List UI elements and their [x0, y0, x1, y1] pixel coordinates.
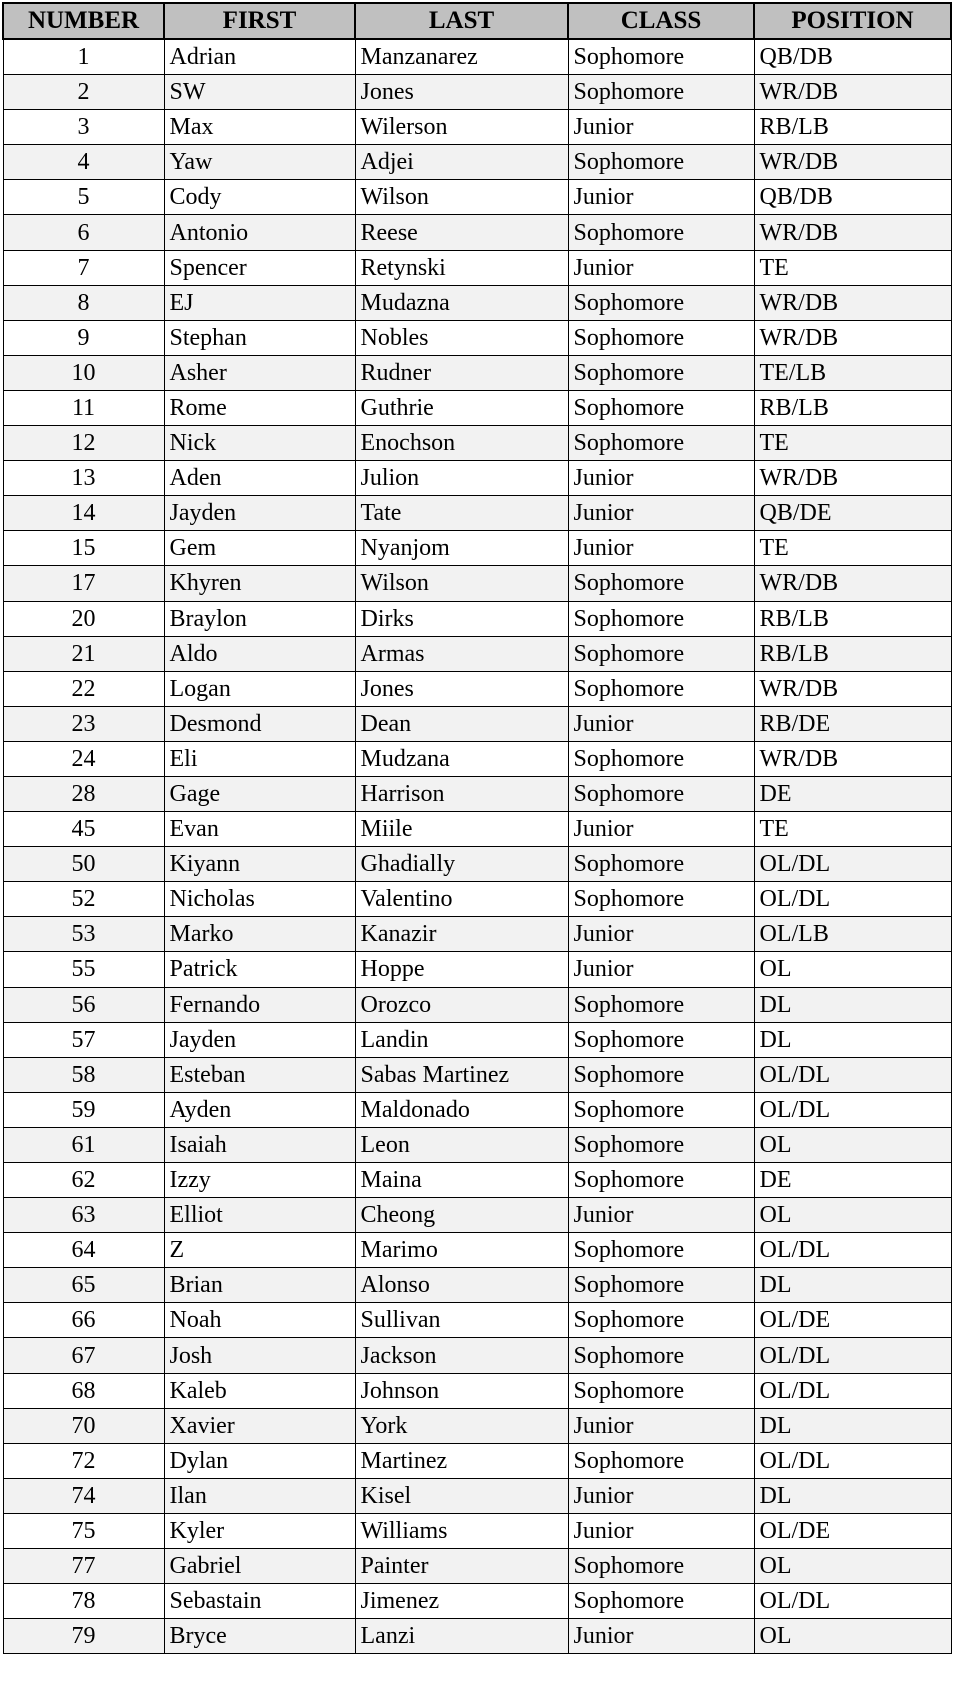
- cell-class: Junior: [568, 461, 754, 496]
- cell-number: 2: [3, 75, 164, 110]
- table-row: [3, 75, 951, 110]
- cell-class: Sophomore: [568, 1022, 754, 1057]
- cell-last-name: Martinez: [355, 1443, 568, 1478]
- cell-first-name: Patrick: [164, 952, 355, 987]
- cell-position: WR/DB: [754, 320, 951, 355]
- cell-last-name: Williams: [355, 1513, 568, 1548]
- cell-position: WR/DB: [754, 75, 951, 110]
- cell-last-name: Sullivan: [355, 1303, 568, 1338]
- cell-position: DL: [754, 1022, 951, 1057]
- cell-position: TE: [754, 531, 951, 566]
- table-row: [3, 1373, 951, 1408]
- cell-position: QB/DE: [754, 496, 951, 531]
- cell-class: Sophomore: [568, 355, 754, 390]
- cell-number: 75: [3, 1513, 164, 1548]
- table-row: [3, 776, 951, 811]
- cell-first-name: Z: [164, 1233, 355, 1268]
- cell-last-name: Ghadially: [355, 847, 568, 882]
- table-row: [3, 390, 951, 425]
- cell-number: 14: [3, 496, 164, 531]
- cell-last-name: Jackson: [355, 1338, 568, 1373]
- cell-class: Sophomore: [568, 882, 754, 917]
- cell-position: OL/DL: [754, 1584, 951, 1619]
- cell-position: OL/DL: [754, 847, 951, 882]
- cell-first-name: Desmond: [164, 706, 355, 741]
- cell-position: OL/LB: [754, 917, 951, 952]
- cell-last-name: Adjei: [355, 145, 568, 180]
- cell-number: 77: [3, 1549, 164, 1584]
- cell-class: Sophomore: [568, 1233, 754, 1268]
- cell-class: Sophomore: [568, 285, 754, 320]
- cell-class: Sophomore: [568, 390, 754, 425]
- table-row: [3, 1022, 951, 1057]
- cell-first-name: Marko: [164, 917, 355, 952]
- cell-first-name: Evan: [164, 812, 355, 847]
- cell-first-name: Antonio: [164, 215, 355, 250]
- cell-number: 11: [3, 390, 164, 425]
- cell-last-name: Reese: [355, 215, 568, 250]
- cell-last-name: Dean: [355, 706, 568, 741]
- table-row: [3, 461, 951, 496]
- cell-class: Sophomore: [568, 215, 754, 250]
- cell-class: Junior: [568, 952, 754, 987]
- cell-class: Junior: [568, 531, 754, 566]
- header-class: CLASS: [568, 3, 754, 39]
- cell-position: OL/DE: [754, 1303, 951, 1338]
- cell-number: 78: [3, 1584, 164, 1619]
- cell-position: RB/LB: [754, 636, 951, 671]
- table-row: [3, 496, 951, 531]
- cell-number: 65: [3, 1268, 164, 1303]
- cell-position: RB/DE: [754, 706, 951, 741]
- cell-number: 67: [3, 1338, 164, 1373]
- cell-class: Sophomore: [568, 320, 754, 355]
- cell-position: QB/DB: [754, 39, 951, 75]
- cell-position: OL/DL: [754, 1092, 951, 1127]
- cell-last-name: Wilerson: [355, 110, 568, 145]
- cell-position: DE: [754, 1163, 951, 1198]
- table-row: [3, 1303, 951, 1338]
- cell-first-name: Spencer: [164, 250, 355, 285]
- cell-last-name: York: [355, 1408, 568, 1443]
- cell-last-name: Jimenez: [355, 1584, 568, 1619]
- table-row: [3, 812, 951, 847]
- cell-first-name: Stephan: [164, 320, 355, 355]
- cell-class: Sophomore: [568, 847, 754, 882]
- cell-first-name: Logan: [164, 671, 355, 706]
- table-row: [3, 1338, 951, 1373]
- cell-number: 68: [3, 1373, 164, 1408]
- cell-last-name: Manzanarez: [355, 39, 568, 75]
- cell-first-name: Aden: [164, 461, 355, 496]
- table-row: [3, 1584, 951, 1619]
- cell-class: Sophomore: [568, 426, 754, 461]
- cell-class: Junior: [568, 1619, 754, 1654]
- cell-first-name: Bryce: [164, 1619, 355, 1654]
- cell-number: 15: [3, 531, 164, 566]
- cell-position: WR/DB: [754, 215, 951, 250]
- cell-last-name: Lanzi: [355, 1619, 568, 1654]
- cell-first-name: EJ: [164, 285, 355, 320]
- table-row: [3, 1549, 951, 1584]
- table-row: [3, 145, 951, 180]
- cell-last-name: Alonso: [355, 1268, 568, 1303]
- cell-class: Sophomore: [568, 1549, 754, 1584]
- cell-last-name: Landin: [355, 1022, 568, 1057]
- cell-position: WR/DB: [754, 671, 951, 706]
- table-row: [3, 671, 951, 706]
- cell-number: 7: [3, 250, 164, 285]
- cell-first-name: Isaiah: [164, 1127, 355, 1162]
- cell-position: OL/DL: [754, 1443, 951, 1478]
- cell-number: 57: [3, 1022, 164, 1057]
- cell-position: OL/DL: [754, 882, 951, 917]
- table-row: [3, 1198, 951, 1233]
- cell-last-name: Hoppe: [355, 952, 568, 987]
- cell-last-name: Wilson: [355, 180, 568, 215]
- header-last: LAST: [355, 3, 568, 39]
- cell-number: 74: [3, 1478, 164, 1513]
- cell-last-name: Kisel: [355, 1478, 568, 1513]
- cell-first-name: Aldo: [164, 636, 355, 671]
- cell-number: 21: [3, 636, 164, 671]
- cell-class: Sophomore: [568, 145, 754, 180]
- header-first: FIRST: [164, 3, 355, 39]
- cell-class: Sophomore: [568, 39, 754, 75]
- cell-class: Sophomore: [568, 1373, 754, 1408]
- cell-number: 6: [3, 215, 164, 250]
- cell-class: Sophomore: [568, 1443, 754, 1478]
- cell-position: WR/DB: [754, 741, 951, 776]
- table-body: [3, 39, 951, 1654]
- cell-number: 53: [3, 917, 164, 952]
- table-row: [3, 39, 951, 75]
- table-row: [3, 180, 951, 215]
- cell-last-name: Jones: [355, 75, 568, 110]
- header-position: POSITION: [754, 3, 951, 39]
- cell-number: 45: [3, 812, 164, 847]
- cell-first-name: Brian: [164, 1268, 355, 1303]
- cell-first-name: Cody: [164, 180, 355, 215]
- cell-position: TE: [754, 426, 951, 461]
- cell-number: 64: [3, 1233, 164, 1268]
- cell-class: Junior: [568, 250, 754, 285]
- cell-position: DL: [754, 987, 951, 1022]
- table-row: [3, 531, 951, 566]
- cell-first-name: Xavier: [164, 1408, 355, 1443]
- cell-position: TE/LB: [754, 355, 951, 390]
- cell-class: Junior: [568, 1198, 754, 1233]
- cell-first-name: Rome: [164, 390, 355, 425]
- cell-first-name: Ayden: [164, 1092, 355, 1127]
- cell-first-name: Kyler: [164, 1513, 355, 1548]
- table-row: [3, 601, 951, 636]
- cell-first-name: Noah: [164, 1303, 355, 1338]
- cell-position: OL: [754, 1127, 951, 1162]
- cell-number: 12: [3, 426, 164, 461]
- cell-position: OL/DL: [754, 1338, 951, 1373]
- cell-first-name: Izzy: [164, 1163, 355, 1198]
- cell-last-name: Retynski: [355, 250, 568, 285]
- cell-first-name: Khyren: [164, 566, 355, 601]
- cell-last-name: Harrison: [355, 776, 568, 811]
- cell-position: RB/LB: [754, 601, 951, 636]
- cell-last-name: Kanazir: [355, 917, 568, 952]
- cell-first-name: Kiyann: [164, 847, 355, 882]
- cell-position: OL/DL: [754, 1233, 951, 1268]
- cell-number: 63: [3, 1198, 164, 1233]
- cell-last-name: Guthrie: [355, 390, 568, 425]
- table-row: [3, 320, 951, 355]
- cell-number: 72: [3, 1443, 164, 1478]
- cell-position: DL: [754, 1408, 951, 1443]
- cell-first-name: Ilan: [164, 1478, 355, 1513]
- table-row: [3, 1092, 951, 1127]
- cell-first-name: Max: [164, 110, 355, 145]
- table-row: [3, 1163, 951, 1198]
- cell-number: 8: [3, 285, 164, 320]
- cell-first-name: Sebastain: [164, 1584, 355, 1619]
- cell-position: DL: [754, 1478, 951, 1513]
- cell-first-name: Fernando: [164, 987, 355, 1022]
- cell-position: OL: [754, 1198, 951, 1233]
- cell-position: RB/LB: [754, 390, 951, 425]
- cell-class: Sophomore: [568, 1338, 754, 1373]
- cell-number: 59: [3, 1092, 164, 1127]
- cell-first-name: Kaleb: [164, 1373, 355, 1408]
- roster-table: [2, 2, 952, 1654]
- cell-class: Junior: [568, 917, 754, 952]
- cell-last-name: Maldonado: [355, 1092, 568, 1127]
- cell-position: OL: [754, 952, 951, 987]
- table-row: [3, 355, 951, 390]
- cell-first-name: Adrian: [164, 39, 355, 75]
- cell-last-name: Mudzana: [355, 741, 568, 776]
- cell-first-name: Gem: [164, 531, 355, 566]
- cell-first-name: Gage: [164, 776, 355, 811]
- header-row: [3, 3, 951, 39]
- cell-position: WR/DB: [754, 145, 951, 180]
- cell-first-name: Jayden: [164, 1022, 355, 1057]
- table-row: [3, 215, 951, 250]
- table-row: [3, 1057, 951, 1092]
- cell-first-name: Asher: [164, 355, 355, 390]
- cell-class: Sophomore: [568, 1268, 754, 1303]
- cell-number: 61: [3, 1127, 164, 1162]
- cell-number: 62: [3, 1163, 164, 1198]
- cell-number: 10: [3, 355, 164, 390]
- table-row: [3, 1513, 951, 1548]
- cell-class: Sophomore: [568, 636, 754, 671]
- cell-class: Junior: [568, 496, 754, 531]
- cell-first-name: Nick: [164, 426, 355, 461]
- cell-last-name: Valentino: [355, 882, 568, 917]
- cell-position: OL/DE: [754, 1513, 951, 1548]
- cell-number: 52: [3, 882, 164, 917]
- cell-number: 23: [3, 706, 164, 741]
- cell-position: OL: [754, 1619, 951, 1654]
- cell-last-name: Julion: [355, 461, 568, 496]
- cell-number: 70: [3, 1408, 164, 1443]
- table-row: [3, 110, 951, 145]
- table-row: [3, 285, 951, 320]
- cell-first-name: Nicholas: [164, 882, 355, 917]
- cell-class: Sophomore: [568, 1127, 754, 1162]
- cell-class: Junior: [568, 180, 754, 215]
- cell-position: DL: [754, 1268, 951, 1303]
- table-row: [3, 847, 951, 882]
- cell-last-name: Marimo: [355, 1233, 568, 1268]
- table-row: [3, 426, 951, 461]
- cell-position: WR/DB: [754, 285, 951, 320]
- cell-position: TE: [754, 250, 951, 285]
- cell-first-name: Gabriel: [164, 1549, 355, 1584]
- cell-number: 28: [3, 776, 164, 811]
- cell-number: 66: [3, 1303, 164, 1338]
- cell-last-name: Nobles: [355, 320, 568, 355]
- cell-number: 24: [3, 741, 164, 776]
- cell-position: DE: [754, 776, 951, 811]
- cell-first-name: Josh: [164, 1338, 355, 1373]
- table-row: [3, 636, 951, 671]
- table-row: [3, 952, 951, 987]
- cell-class: Sophomore: [568, 1303, 754, 1338]
- cell-number: 1: [3, 39, 164, 75]
- cell-number: 17: [3, 566, 164, 601]
- cell-number: 58: [3, 1057, 164, 1092]
- cell-last-name: Leon: [355, 1127, 568, 1162]
- table-row: [3, 882, 951, 917]
- cell-class: Sophomore: [568, 1092, 754, 1127]
- cell-last-name: Dirks: [355, 601, 568, 636]
- cell-class: Sophomore: [568, 741, 754, 776]
- cell-class: Sophomore: [568, 566, 754, 601]
- cell-number: 50: [3, 847, 164, 882]
- table-row: [3, 1619, 951, 1654]
- table-row: [3, 1408, 951, 1443]
- cell-last-name: Orozco: [355, 987, 568, 1022]
- cell-position: OL/DL: [754, 1057, 951, 1092]
- cell-class: Junior: [568, 110, 754, 145]
- cell-last-name: Wilson: [355, 566, 568, 601]
- cell-first-name: Dylan: [164, 1443, 355, 1478]
- cell-number: 20: [3, 601, 164, 636]
- table-row: [3, 741, 951, 776]
- table-row: [3, 1443, 951, 1478]
- cell-number: 13: [3, 461, 164, 496]
- cell-last-name: Rudner: [355, 355, 568, 390]
- table-row: [3, 1478, 951, 1513]
- cell-class: Sophomore: [568, 1163, 754, 1198]
- cell-class: Sophomore: [568, 1057, 754, 1092]
- cell-last-name: Miile: [355, 812, 568, 847]
- cell-position: OL/DL: [754, 1373, 951, 1408]
- cell-position: WR/DB: [754, 461, 951, 496]
- cell-last-name: Johnson: [355, 1373, 568, 1408]
- cell-last-name: Enochson: [355, 426, 568, 461]
- cell-class: Junior: [568, 1408, 754, 1443]
- cell-last-name: Armas: [355, 636, 568, 671]
- table-row: [3, 566, 951, 601]
- cell-class: Sophomore: [568, 601, 754, 636]
- cell-class: Junior: [568, 1513, 754, 1548]
- cell-last-name: Maina: [355, 1163, 568, 1198]
- table-row: [3, 987, 951, 1022]
- cell-number: 56: [3, 987, 164, 1022]
- cell-number: 55: [3, 952, 164, 987]
- cell-first-name: Elliot: [164, 1198, 355, 1233]
- cell-first-name: Braylon: [164, 601, 355, 636]
- table-row: [3, 917, 951, 952]
- cell-class: Junior: [568, 1478, 754, 1513]
- cell-first-name: Eli: [164, 741, 355, 776]
- table-row: [3, 1127, 951, 1162]
- cell-first-name: Jayden: [164, 496, 355, 531]
- cell-last-name: Painter: [355, 1549, 568, 1584]
- cell-last-name: Tate: [355, 496, 568, 531]
- cell-class: Sophomore: [568, 1584, 754, 1619]
- cell-number: 5: [3, 180, 164, 215]
- cell-number: 3: [3, 110, 164, 145]
- cell-last-name: Jones: [355, 671, 568, 706]
- cell-number: 4: [3, 145, 164, 180]
- cell-position: TE: [754, 812, 951, 847]
- cell-number: 9: [3, 320, 164, 355]
- cell-position: OL: [754, 1549, 951, 1584]
- cell-position: QB/DB: [754, 180, 951, 215]
- table-header: [3, 3, 951, 39]
- cell-class: Junior: [568, 812, 754, 847]
- cell-class: Sophomore: [568, 671, 754, 706]
- cell-position: WR/DB: [754, 566, 951, 601]
- cell-class: Junior: [568, 706, 754, 741]
- cell-first-name: Yaw: [164, 145, 355, 180]
- cell-last-name: Nyanjom: [355, 531, 568, 566]
- table-row: [3, 1233, 951, 1268]
- cell-number: 79: [3, 1619, 164, 1654]
- header-number: NUMBER: [3, 3, 164, 39]
- cell-last-name: Cheong: [355, 1198, 568, 1233]
- cell-first-name: SW: [164, 75, 355, 110]
- cell-first-name: Esteban: [164, 1057, 355, 1092]
- cell-last-name: Sabas Martinez: [355, 1057, 568, 1092]
- cell-position: RB/LB: [754, 110, 951, 145]
- cell-class: Sophomore: [568, 776, 754, 811]
- table-row: [3, 706, 951, 741]
- cell-number: 22: [3, 671, 164, 706]
- table-row: [3, 250, 951, 285]
- cell-class: Sophomore: [568, 75, 754, 110]
- cell-last-name: Mudazna: [355, 285, 568, 320]
- table-row: [3, 1268, 951, 1303]
- cell-class: Sophomore: [568, 987, 754, 1022]
